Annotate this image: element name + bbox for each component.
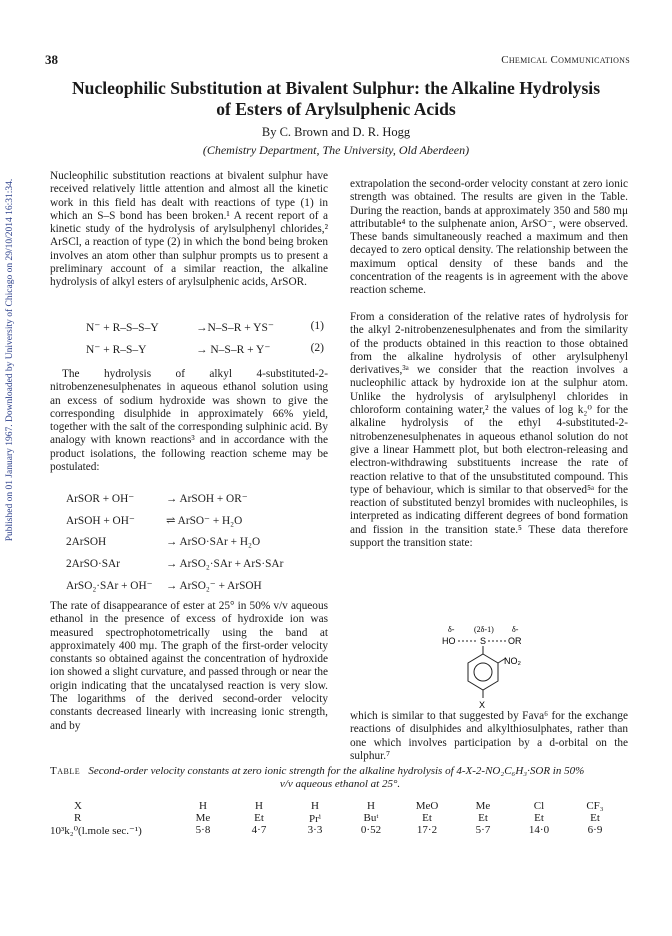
authors: By C. Brown and D. R. Hogg — [261, 125, 411, 139]
table-cell: H — [311, 800, 319, 812]
table-cell: Et — [590, 812, 600, 824]
x-label: X — [479, 700, 486, 710]
benzene-ring — [468, 654, 498, 690]
table-cell: CF₃ — [586, 800, 604, 812]
equation-1: N⁻ + R–S–S–Y →N–S–R + YS⁻ (1) — [86, 320, 324, 334]
equation-2: N⁻ + R–S–Y → N–S–R + Y⁻ (2) — [86, 342, 324, 356]
table-cell: 3·3 — [307, 824, 323, 836]
scheme-step-4: 2ArSO·SAr → ArSO₂·SAr + ArS·SAr — [66, 558, 284, 570]
table-cell: 5·8 — [195, 824, 211, 836]
row-header: R — [74, 812, 82, 824]
left-paragraph-1: Nucleophilic substitution reactions at bivalent sulphur have received relatively little attention and almost all the kinetic work in this field has dealt with reactions of type (1) in which an S–S bond has been broken.¹ A recent report of a kinetic study of the hydrolysis of arylsulphenyl chlorides,² ArSCl, a reaction of type (2) in which the bond being broken involves an atom other than sulphur prompts us to present a preliminary account of a similar reaction, the alkaline hydrolysis of alkyl esters of arylsulphenic acids, ArSOR. — [50, 170, 328, 289]
table-cell: Et — [478, 812, 488, 824]
aromatic-circle — [474, 663, 492, 681]
sulphur-label: S — [480, 636, 487, 646]
table-cell: Cl — [533, 800, 545, 812]
right-paragraph-2: From a consideration of the relative rates of hydrolysis for the alkyl 2-nitrobenzenesulphenates and from the similarity of the products obtained in this reaction to those obtained from the alkaline hydrolysis of other arylsulphenyl derivatives,³ᵃ we consider that the reaction involves a nucleophilic attack by hydroxide ion at the sulphur atom. Unlike the hydrolysis of arylsulphenyl chlorides in chloroform containing water,² the values of log k₂⁰ for the alkaline hydrolysis of the ethyl 4-substituted-2-nitrobenzenesulphenates in aqueous ethanol solution do not give a linear Hammett plot, but both electron-releasing and electron-withdrawing substituents increase the rate of reaction relative to that of the unsubstituted compound. This type of behaviour, which is similar to that observed⁵ᵃ for the reaction of substituted benzyl bromides with nucleophiles, is interpreted as indicating different degrees of bond formation and fission in the transition state.⁵ These data therefore support the transition state: — [350, 311, 628, 550]
table-cell: 6·9 — [587, 824, 603, 836]
row-header: 10³k₂⁰(l.mole sec.⁻¹) — [50, 825, 142, 837]
title-line-2: of Esters of Arylsulphenic Acids — [216, 99, 456, 119]
left-paragraph-2: The hydrolysis of alkyl 4-substituted-2-nitrobenzenesulphenates in aqueous ethanol solution using an excess of sodium hydroxide was shown to give the corresponding disulphide in approximately 66% yield, together with the salt of the corresponding sulphinic acid. By analogy with known reactions³ and in accordance with the product isolations, the following reaction scheme may be postulated: — [50, 368, 328, 474]
delta-label-1: δ- — [448, 625, 455, 634]
table-cell: Et — [254, 812, 264, 824]
table-row-k — [50, 824, 630, 837]
delta-label-2: δ- — [512, 625, 519, 634]
table-cell: MeO — [415, 800, 439, 812]
scheme-step-2: ArSOH + OH⁻ ⇌ ArSO⁻ + H₂O — [66, 515, 243, 527]
table-cell: Me — [475, 800, 491, 812]
table-caption-line-2: v/v aqueous ethanol at 25°. — [279, 778, 401, 790]
table-caption — [50, 765, 630, 778]
table-cell: 17·2 — [416, 824, 438, 836]
transition-state-structure — [440, 620, 550, 720]
journal-name: Chemical Communications — [501, 54, 630, 66]
scheme-step-3: 2ArSOH → ArSO·SAr + H₂O — [66, 536, 261, 548]
right-paragraph-1: extrapolation the second-order velocity constant at zero ionic strength was obtained. The results are given in the Table. During the reaction, bands at approximately 350 and 580 mμ attributable⁴ to the sulphenate anion, ArSO⁻, were observed. These bands simultaneously reached a maximum and then decayed to zero optical density. The relationship between the maximum optical density of these bands and the concentration of the reagents is in agreement with the above reaction scheme. — [350, 178, 628, 297]
table-cell: H — [367, 800, 375, 812]
affiliation: (Chemistry Department, The University, Old Aberdeen) — [202, 143, 470, 157]
table-cell: 4·7 — [251, 824, 267, 836]
scheme-step-1: ArSOR + OH⁻ → ArSOH + OR⁻ — [66, 493, 248, 505]
alkoxy-label: OR — [508, 636, 522, 646]
table-cell: 14·0 — [528, 824, 550, 836]
table-cell: 5·7 — [475, 824, 491, 836]
download-watermark: Published on 01 January 1967. Downloaded by University of Chicago on 29/10/2014 16:31:34. — [5, 178, 15, 542]
table-cell: Et — [422, 812, 432, 824]
hydroxy-label: HO — [442, 636, 456, 646]
charge-label: (2δ-1) — [474, 625, 494, 634]
table-cell: Et — [534, 812, 544, 824]
nitro-label: NO₂ — [504, 656, 521, 666]
right-paragraph-3: which is similar to that suggested by Fava⁶ for the exchange reactions of disulphides and alkylthiosulphates, rather than one which involves participation by a d-orbital on the sulphur.⁷ — [350, 710, 628, 762]
table-cell: 0·52 — [360, 824, 382, 836]
table-cell: H — [255, 800, 263, 812]
page-number: 38 — [45, 52, 58, 67]
table-cell: Me — [195, 812, 211, 824]
title-line-1: Nucleophilic Substitution at Bivalent Sulphur: the Alkaline Hydrolysis — [71, 78, 601, 98]
table-cell: Prⁱ — [309, 813, 321, 825]
table-cell: Buᵗ — [363, 812, 379, 824]
table-cell: H — [199, 800, 207, 812]
table-caption-text: Second-order velocity constants at zero ionic strength for the alkaline hydrolysis of 4-X-2-NO₂C₆H₃·SOR in 50% — [88, 765, 585, 777]
table-label: Table — [50, 765, 81, 777]
article-title — [40, 78, 632, 120]
scheme-step-5: ArSO₂·SAr + OH⁻ → ArSO₂⁻ + ArSOH — [66, 580, 262, 592]
left-paragraph-3: The rate of disappearance of ester at 25° in 50% v/v aqueous ethanol in the presence of excess of hydroxide ion was measured spectrophotometrically using the band at approximately 400 mμ. The graph of the first-order velocity constants so obtained against the concentration of hydroxide ion showed a slight curvature, and passed through or near the origin indicating that the uncatalysed reaction is very slow. The logarithms of the derived second-order velocity constants decreased linearly with increasing ionic strength, and by — [50, 600, 328, 732]
row-header: X — [74, 800, 82, 812]
